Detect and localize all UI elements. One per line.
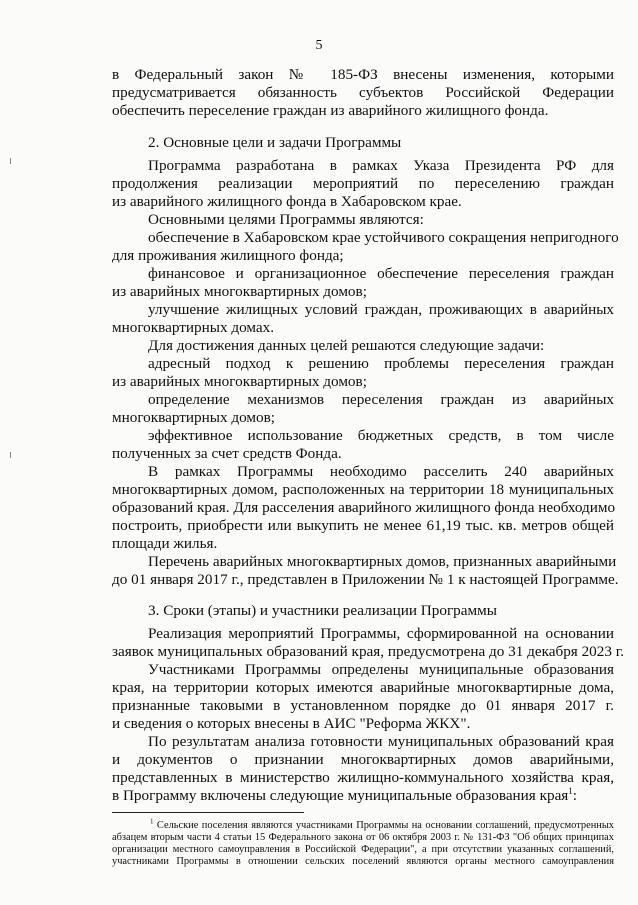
text-line: Программа разработана в рамках Указа Президента РФ для [148, 157, 614, 174]
text-line: По результатам анализа готовности муниципальных образований края [148, 733, 614, 750]
text-line: признанные таковыми в установленном порядке до 01 января 2017 г. [112, 697, 614, 714]
text-line: представленных в министерство жилищно-коммунального хозяйства края, [112, 769, 614, 786]
text-line: до 01 января 2017 г., представлен в Приложении № 1 к настоящей Программе. [112, 571, 619, 588]
text-line: продолжения реализации мероприятий по переселению граждан [112, 175, 614, 192]
section-heading: 3. Сроки (этапы) и участники реализации Программы [148, 602, 497, 619]
text-line: финансовое и организационное обеспечение переселения граждан [148, 265, 614, 282]
text-line: и документов о признании многоквартирных домов аварийными, [112, 751, 614, 768]
text-line: определение механизмов переселения граждан из аварийных [148, 391, 614, 408]
footnote-line: абзацем вторым части 4 статьи 15 Федерального закона от 06 октября 2003 г. № 131-ФЗ "Об общих принципах [112, 832, 614, 843]
text-line: заявок муниципальных образований края, предусмотрена до 31 декабря 2023 г. [112, 643, 625, 660]
colon: : [572, 787, 578, 804]
text-line: Для достижения данных целей решаются следующие задачи: [148, 337, 545, 354]
text-line: Участниками Программы определены муниципальные образования [148, 661, 614, 678]
text-line-content: в Программу включены следующие муниципальные образования края [112, 787, 569, 804]
footnote-line [150, 817, 614, 832]
text-line: предусматривается обязанность субъектов Российской Федерации [112, 84, 614, 101]
text-line: из аварийных многоквартирных домов; [112, 283, 367, 300]
text-line: улучшение жилищных условий граждан, проживающих в аварийных [148, 301, 614, 318]
footnote-line: организации местного самоуправления в Российской Федерации", а при отсутствии указанных соглашений, [112, 844, 614, 855]
footnote-line: участниками Программы в отношении сельских поселений являются органы местного самоуправления [112, 856, 614, 867]
page-number: 5 [315, 38, 323, 53]
margin-mark [10, 158, 11, 164]
text-line: в Федеральный закон № 185-ФЗ внесены изменения, которыми [112, 66, 614, 83]
text-line: для проживания жилищного фонда; [112, 247, 344, 264]
text-line: построить, приобрести или выкупить не менее 61,19 тыс. кв. метров общей [112, 517, 614, 534]
text-line: адресный подход к решению проблемы переселения граждан [148, 355, 614, 372]
text-line: площади жилья. [112, 535, 218, 552]
text-line: обеспечение в Хабаровском крае устойчивого сокращения непригодного [148, 229, 619, 246]
section-heading: 2. Основные цели и задачи Программы [148, 134, 402, 151]
text-line: из аварийного жилищного фонда в Хабаровском крае. [112, 193, 462, 210]
footnote-text: Сельские поселения являются участниками Программы на основании соглашений, предусмотренных [156, 820, 614, 831]
text-line: Перечень аварийных многоквартирных домов, признанных аварийными [148, 553, 617, 570]
text-line: края, на территории которых имеются аварийные многоквартирные дома, [112, 679, 614, 696]
text-line: образований края. Для расселения аварийного жилищного фонда необходимо [112, 499, 616, 516]
footnote-reference: 1 [568, 785, 573, 796]
text-line: обеспечить переселение граждан из аварийного жилищного фонда. [112, 102, 549, 119]
text-line: из аварийных многоквартирных домов; [112, 373, 367, 390]
text-line: Реализация мероприятий Программы, сформированной на основании [148, 625, 614, 642]
text-line: В рамках Программы необходимо расселить 240 аварийных [148, 463, 614, 480]
text-line: многоквартирных домах. [112, 319, 275, 336]
margin-mark [10, 452, 11, 458]
text-line: полученных за счет средств Фонда. [112, 445, 342, 462]
footnote-divider [112, 812, 304, 813]
text-line: многоквартирных домом, расположенных на территории 18 муниципальных [112, 481, 614, 498]
text-line: и сведения о которых внесены в АИС "Реформа ЖКХ". [112, 715, 471, 732]
footnote-marker: 1 [150, 817, 154, 826]
text-line: эффективное использование бюджетных средств, в том числе [148, 427, 614, 444]
text-line [112, 787, 614, 805]
text-line: многоквартирных домов; [112, 409, 275, 426]
text-line: Основными целями Программы являются: [148, 211, 424, 228]
